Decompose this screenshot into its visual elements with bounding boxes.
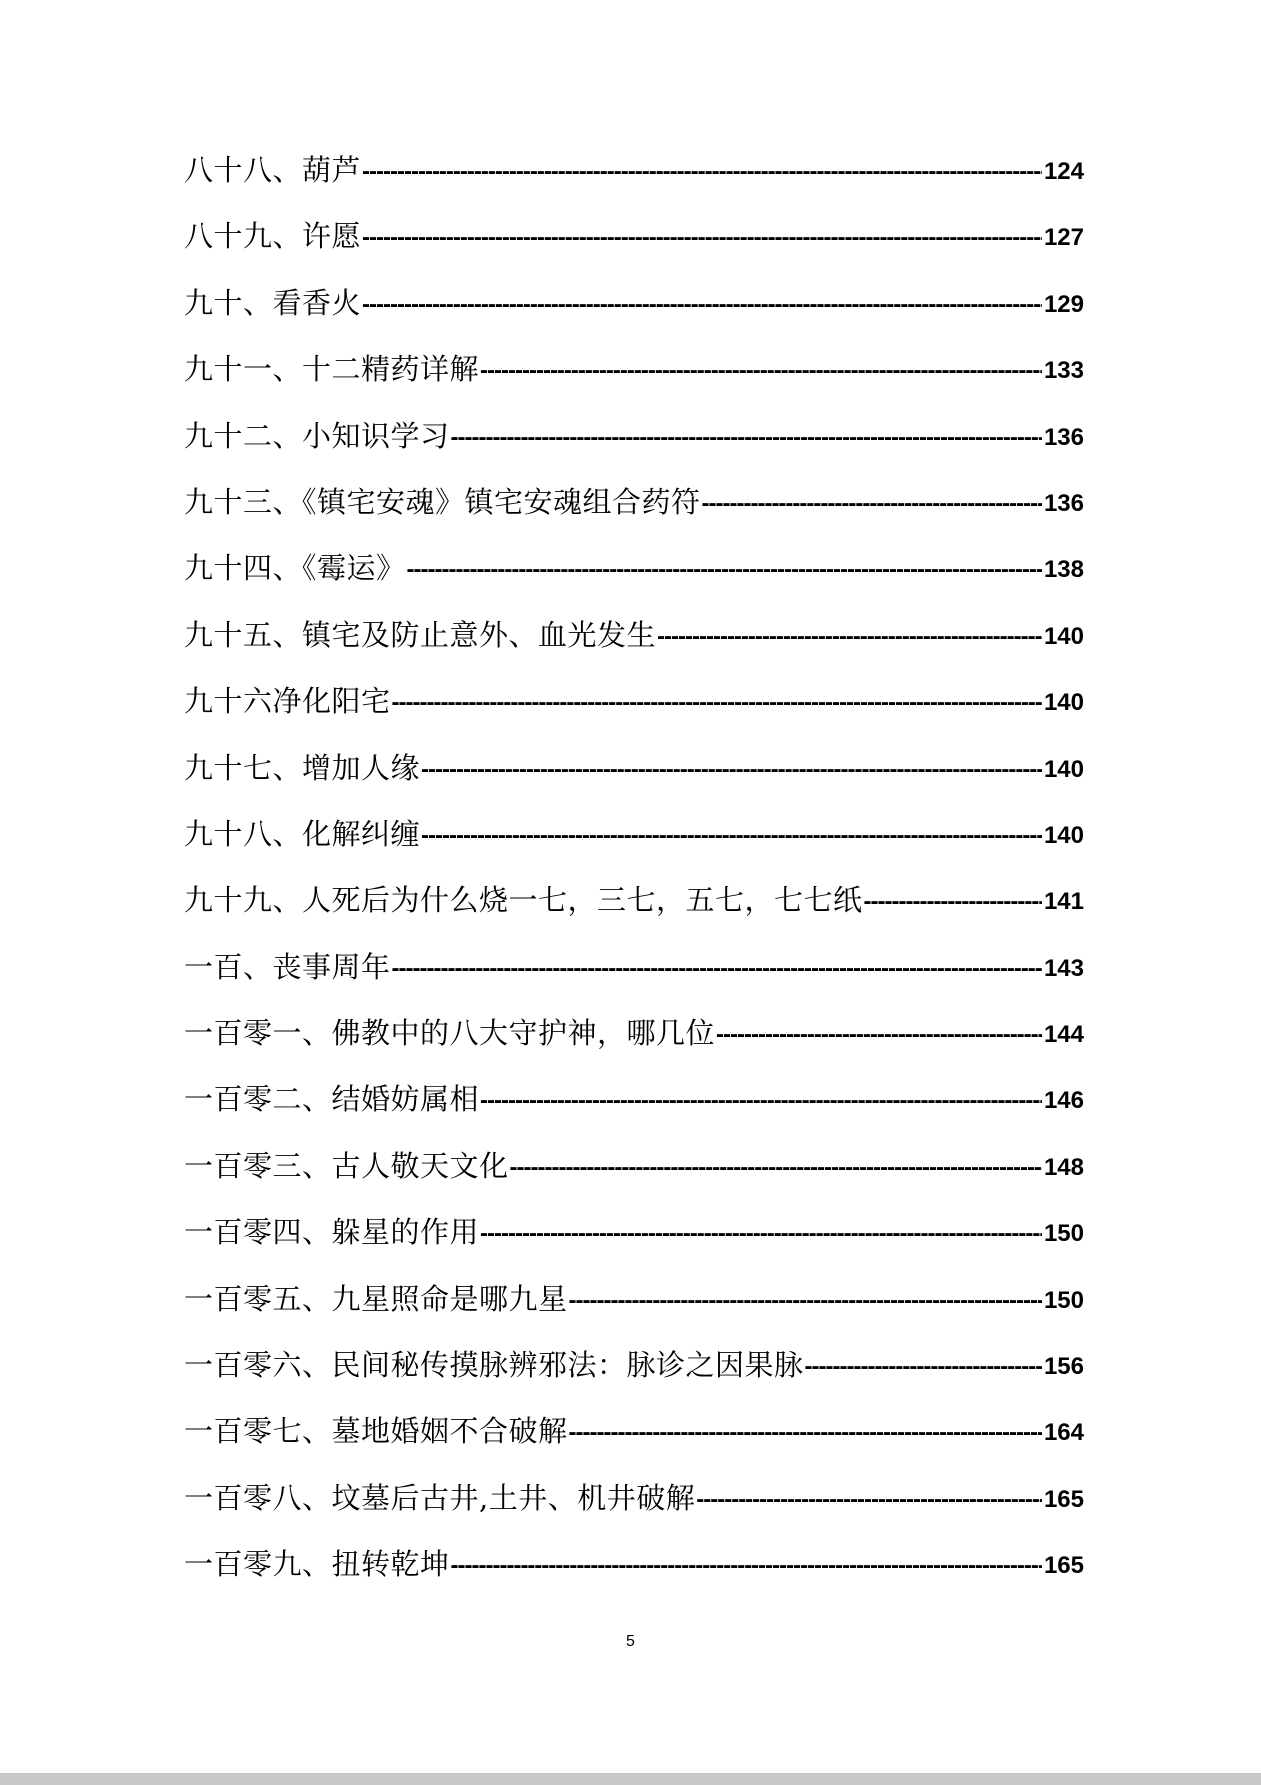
- dot-leader: [391, 949, 1042, 989]
- toc-entry[interactable]: [184, 285, 1084, 351]
- toc-entry-title: 九十、看香火: [184, 285, 362, 320]
- dot-leader: [361, 152, 1042, 192]
- dot-leader: [406, 550, 1042, 590]
- toc-entry[interactable]: [184, 882, 1084, 948]
- toc-entry-page: 140: [1043, 622, 1084, 650]
- toc-entry-title: 九十六净化阳宅: [184, 684, 391, 719]
- toc-entry-page: 136: [1043, 423, 1084, 451]
- toc-entry-title: 九十九、人死后为什么烧一七，三七，五七，七七纸: [184, 883, 863, 918]
- toc-entry-title: 一百零四、躲星的作用: [184, 1215, 480, 1250]
- dot-leader: [420, 816, 1042, 856]
- toc-entry-page: 124: [1043, 158, 1084, 185]
- toc-entry-page: 140: [1043, 689, 1084, 717]
- toc-entry-page: 140: [1043, 755, 1084, 783]
- dot-leader: [361, 218, 1042, 258]
- dot-leader: [863, 882, 1042, 922]
- dot-leader: [479, 1214, 1042, 1254]
- toc-entry-page: 144: [1043, 1021, 1084, 1049]
- dot-leader: [361, 285, 1042, 325]
- toc-entry[interactable]: [184, 550, 1084, 616]
- toc-entry[interactable]: [184, 949, 1084, 1015]
- dot-leader: [568, 1281, 1042, 1321]
- dot-leader: [479, 1081, 1042, 1121]
- toc-entry-page: 150: [1043, 1286, 1084, 1314]
- toc-entry-title: 九十二、小知识学习: [184, 418, 450, 453]
- toc-entry-title: 九十一、十二精药详解: [184, 352, 480, 387]
- toc-entry-title: 九十五、镇宅及防止意外、血光发生: [184, 617, 657, 652]
- toc-entry-title: 一百零三、古人敬天文化: [184, 1148, 509, 1183]
- toc-entry[interactable]: [184, 1015, 1084, 1081]
- toc-entry-title: 九十八、化解纠缠: [184, 816, 421, 851]
- toc-entry-title: 九十四、《霉运》: [184, 551, 406, 586]
- toc-entry[interactable]: [184, 418, 1084, 484]
- toc-entry-page: 156: [1043, 1353, 1084, 1381]
- toc-entry-title: 一百零一、佛教中的八大守护神，哪几位: [184, 1016, 716, 1051]
- dot-leader: [391, 683, 1042, 723]
- toc-entry-page: 138: [1043, 556, 1084, 584]
- toc-entry-page: 129: [1043, 290, 1084, 318]
- toc-entry[interactable]: [184, 1413, 1084, 1479]
- toc-entry-page: 165: [1043, 1485, 1084, 1513]
- toc-entry-page: 148: [1043, 1153, 1084, 1181]
- toc-entry[interactable]: [184, 351, 1084, 417]
- toc-entry-title: 一百零二、结婚妨属相: [184, 1082, 480, 1117]
- toc-entry-page: 141: [1043, 888, 1084, 916]
- toc-entry-title: 九十三、《镇宅安魂》镇宅安魂组合药符: [184, 484, 701, 519]
- toc-entry-title: 八十九、许愿: [184, 219, 362, 254]
- dot-leader: [695, 1480, 1042, 1520]
- toc-entry[interactable]: [184, 1480, 1084, 1546]
- toc-entry-page: 143: [1043, 954, 1084, 982]
- toc-entry[interactable]: [184, 1081, 1084, 1147]
- toc-entry-page: 136: [1043, 489, 1084, 517]
- toc-entry-page: 133: [1043, 357, 1084, 385]
- dot-leader: [804, 1347, 1042, 1387]
- toc-entry-title: 一百零五、九星照命是哪九星: [184, 1281, 568, 1316]
- toc-entry-title: 一百、丧事周年: [184, 949, 391, 984]
- toc-entry-title: 八十八、葫芦: [184, 153, 362, 187]
- toc-entry-page: 164: [1043, 1419, 1084, 1447]
- toc-entry[interactable]: [184, 816, 1084, 882]
- toc-entry-title: 一百零七、墓地婚姻不合破解: [184, 1414, 568, 1449]
- dot-leader: [656, 617, 1042, 657]
- toc-entry[interactable]: [184, 1281, 1084, 1347]
- dot-leader: [715, 1015, 1042, 1055]
- dot-leader: [420, 750, 1042, 790]
- toc-entry-title: 一百零九、扭转乾坤: [184, 1547, 450, 1582]
- toc-entry[interactable]: [184, 484, 1084, 550]
- toc-entry[interactable]: [184, 218, 1084, 284]
- toc-entry-title: 一百零八、坟墓后古井,土井、机井破解: [184, 1480, 696, 1515]
- toc-entry-page: 165: [1043, 1552, 1084, 1580]
- dot-leader: [701, 484, 1042, 524]
- toc-entry[interactable]: [184, 1148, 1084, 1214]
- dot-leader: [450, 418, 1042, 458]
- toc-entry[interactable]: [184, 1214, 1084, 1280]
- dot-leader: [450, 1546, 1042, 1586]
- toc-entry[interactable]: [184, 617, 1084, 683]
- toc-entry-page: 150: [1043, 1220, 1084, 1248]
- toc-entry[interactable]: [184, 152, 1084, 218]
- toc-entry[interactable]: [184, 1347, 1084, 1413]
- page-number: 5: [626, 1633, 635, 1650]
- toc-entry-page: 127: [1043, 224, 1084, 252]
- table-of-contents: [184, 152, 1084, 1613]
- toc-entry-page: 140: [1043, 821, 1084, 849]
- toc-entry[interactable]: [184, 683, 1084, 749]
- toc-entry-page: 146: [1043, 1087, 1084, 1115]
- dot-leader: [568, 1413, 1042, 1453]
- scan-bottom-edge: [0, 1773, 1261, 1785]
- dot-leader: [509, 1148, 1042, 1188]
- dot-leader: [479, 351, 1042, 391]
- toc-entry[interactable]: [184, 1546, 1084, 1612]
- toc-entry[interactable]: [184, 750, 1084, 816]
- toc-entry-title: 一百零六、民间秘传摸脉辨邪法：脉诊之因果脉: [184, 1348, 804, 1383]
- toc-entry-title: 九十七、增加人缘: [184, 750, 421, 785]
